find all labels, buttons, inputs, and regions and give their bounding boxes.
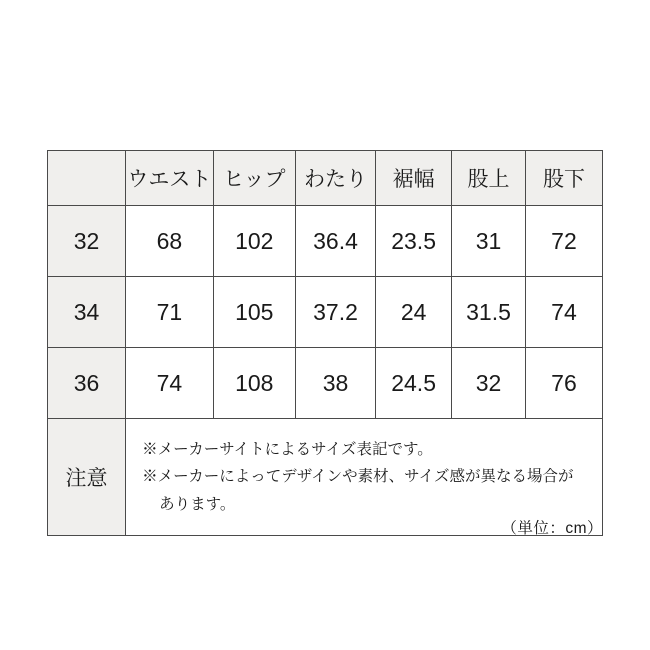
table-row [48,206,603,277]
cell-watari: 36.4 [295,206,375,277]
cell-watari: 37.2 [295,277,375,348]
header-cell-watari: わたり [295,151,375,206]
cell-hem-width: 23.5 [376,206,452,277]
cell-waist: 74 [126,348,214,419]
cell-inseam: 72 [525,206,602,277]
table-header [48,151,603,206]
cell-hem-width: 24 [376,277,452,348]
cell-hip: 105 [213,277,295,348]
header-cell-hip: ヒップ [213,151,295,206]
cell-hip: 108 [213,348,295,419]
cell-inseam: 76 [525,348,602,419]
table-row [48,277,603,348]
header-row [48,151,603,206]
header-cell-hem-width: 裾幅 [376,151,452,206]
note-line-2: ※メーカーによってデザインや素材、サイズ感が異なる場合が [142,468,574,486]
header-cell-waist: ウエスト [126,151,214,206]
row-size-label: 36 [48,348,126,419]
row-size-label: 32 [48,206,126,277]
unit-note: （単位：cm） [501,520,603,537]
cell-rise: 31 [452,206,526,277]
cell-rise: 32 [452,348,526,419]
cell-waist: 68 [126,206,214,277]
header-cell-rise: 股上 [452,151,526,206]
cell-inseam: 74 [525,277,602,348]
row-size-label: 34 [48,277,126,348]
cell-rise: 31.5 [452,277,526,348]
cell-watari: 38 [295,348,375,419]
note-label: 注意 [48,419,126,536]
header-cell-inseam: 股下 [525,151,602,206]
size-table-container [47,150,603,536]
size-table [47,150,603,536]
header-corner-cell [48,151,126,206]
note-line-1: ※メーカーサイトによるサイズ表記です。 [142,441,433,459]
cell-hem-width: 24.5 [376,348,452,419]
table-row [48,348,603,419]
note-line-3: あります。 [159,495,236,513]
table-body [48,206,603,536]
cell-waist: 71 [126,277,214,348]
cell-hip: 102 [213,206,295,277]
